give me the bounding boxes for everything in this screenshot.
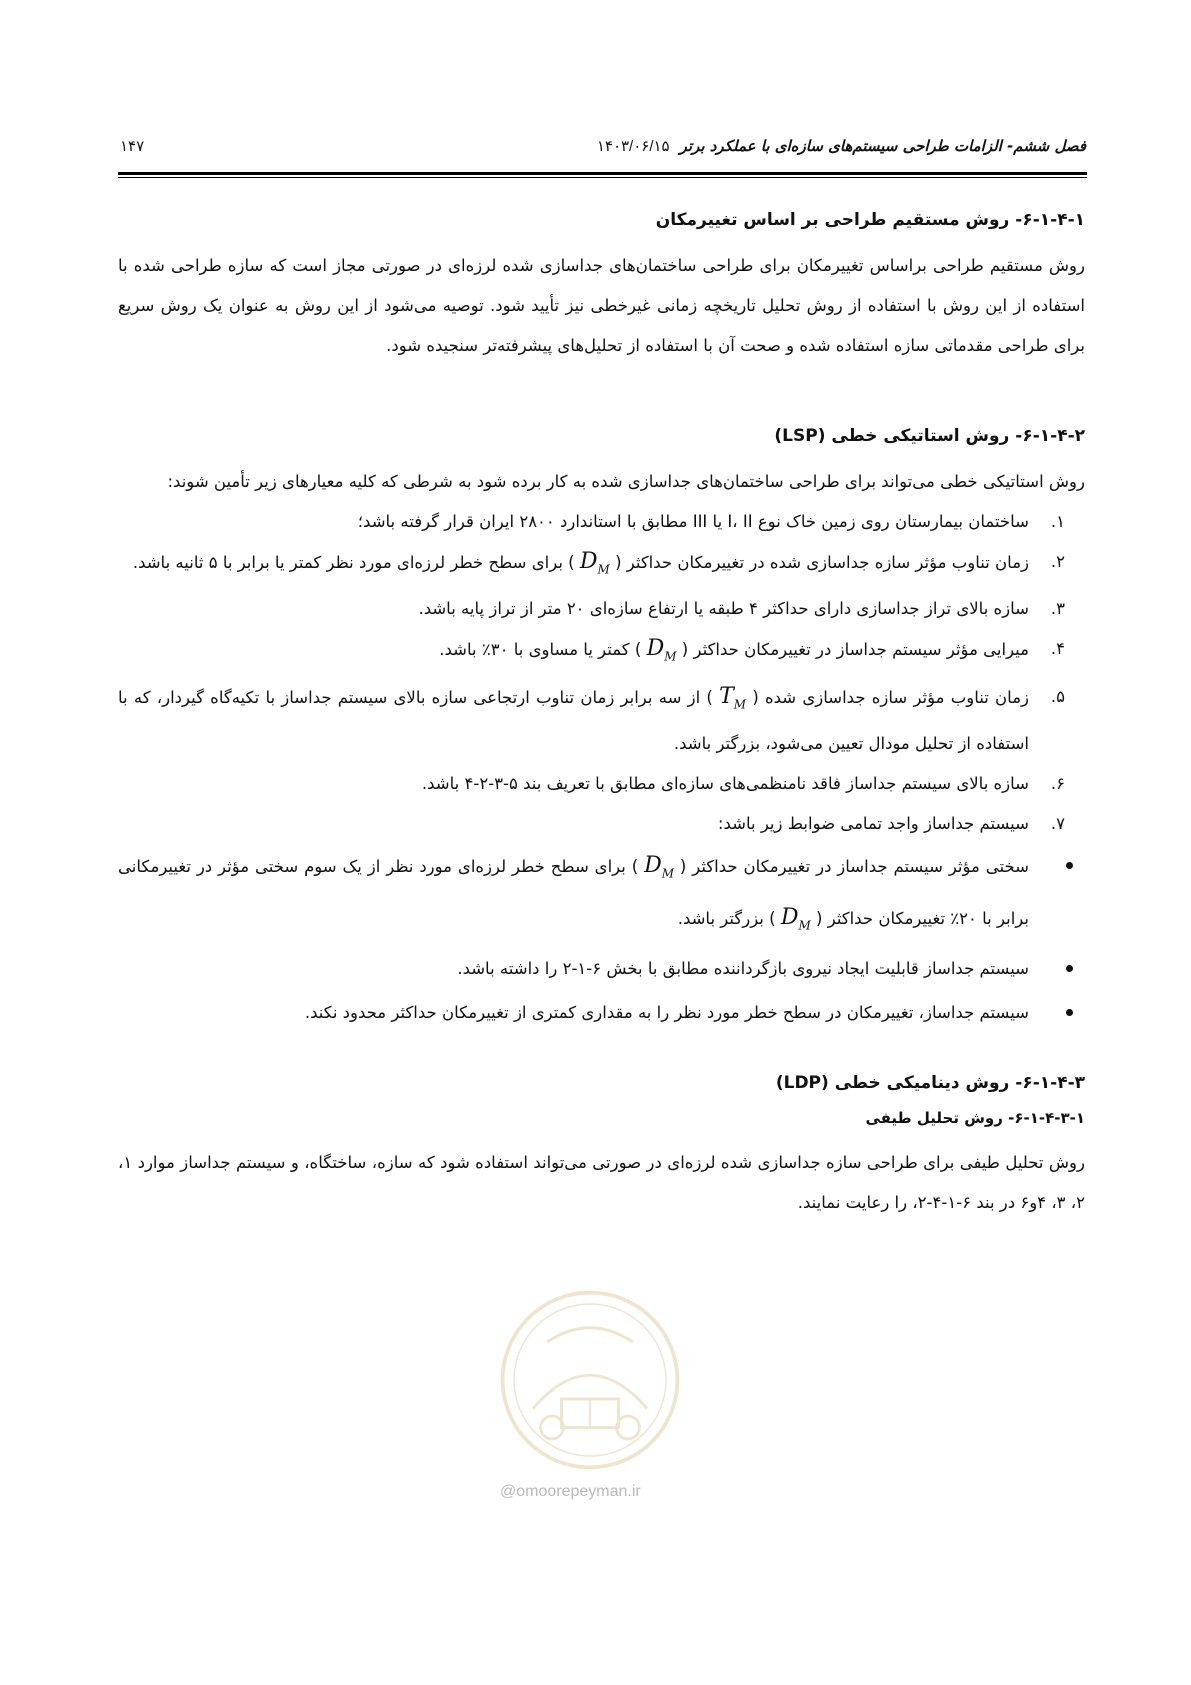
list-item-number: ۲. [1050, 552, 1065, 571]
list-item-text: ) از سه برابر زمان تناوب ارتجاعی سازه بالای سیستم جداساز با تکیه‌گاه گیردار، که با استفاده از تحلیل مودال تعیین می‌شود، بزرگتر باشد. [118, 687, 1029, 754]
header-date: ۱۴۰۳/۰۶/۱۵ [596, 138, 670, 155]
bullet-text: ) بزرگتر باشد. [677, 908, 776, 928]
bullet-text: ) برای سطح خطر لرزه‌ای مورد نظر از یک سوم سختی مؤثر در تغییرمکانی برابر با ۲۰٪ تغییرمکان حداکثر ( [118, 857, 1029, 928]
list-item-text: ساختمان بیمارستان روی زمین خاک نوع I، II یا III مطابق با استاندارد ۲۸۰۰ ایران قرار گرفته باشد؛ [357, 512, 1029, 531]
list-item-text: میرایی مؤثر سیستم جداساز در تغییرمکان حداکثر ( [681, 640, 1029, 660]
bullet-icon [1066, 1009, 1073, 1016]
running-header [120, 128, 1086, 164]
list-item [118, 502, 1085, 542]
watermark-url: @omoorepeyman.ir [500, 1483, 641, 1500]
bullet-text: سختی مؤثر سیستم جداساز در تغییرمکان حداکثر ( [679, 857, 1029, 877]
header-title-group [597, 137, 1086, 155]
bullet-text: سیستم جداساز قابلیت ایجاد نیروی بازگرداننده مطابق با بخش ۶-۱-۲ را داشته باشد. [457, 958, 1029, 978]
list-item [118, 804, 1085, 844]
list-item-number: ۳. [1050, 599, 1065, 619]
page-number: ۱۴۷ [120, 138, 145, 155]
section-heading-direct-displacement: ۶-۱-۴-۱- روش مستقیم طراحی بر اساس تغییرمکان [655, 210, 1085, 230]
criteria-list [118, 502, 1085, 844]
chapter-title: فصل ششم- الزامات طراحی سیستم‌های سازه‌ای با عملکرد برتر [679, 137, 1086, 155]
list-item [118, 764, 1085, 804]
bullet-item [118, 991, 1085, 1035]
list-item-number: ۴. [1050, 639, 1065, 659]
list-item [118, 589, 1085, 629]
list-item-number: ۵. [1050, 686, 1065, 706]
page-content [118, 210, 1085, 1223]
list-item-number: ۶. [1050, 774, 1065, 794]
list-item-text: سازه بالای سیستم جداساز فاقد نامنظمی‌های سازه‌ای مطابق با تعریف بند ۵-۳-۲-۴ باشد. [421, 774, 1029, 794]
watermark-logo-icon [495, 1285, 685, 1475]
list-item-number: ۱. [1050, 512, 1065, 531]
list-item-text: ) کمتر یا مساوی با ۳۰٪ باشد. [439, 640, 642, 660]
list-item-text: زمان تناوب مؤثر سازه جداسازی شده ( [752, 687, 1030, 707]
bullet-item [118, 947, 1085, 991]
header-divider-thin [118, 177, 1087, 178]
math-symbol: $D_M$ [646, 636, 677, 664]
math-symbol: $T_M$ [719, 683, 747, 712]
bullet-text: سیستم جداساز، تغییرمکان در سطح خطر مورد نظر را به مقداری کمتری از تغییرمکان حداکثر محدود نکند. [304, 1002, 1029, 1022]
list-item-text: سازه بالای تراز جداسازی دارای حداکثر ۴ طبقه یا ارتفاع سازه‌ای ۲۰ متر از تراز پایه باشد. [418, 599, 1029, 619]
isolation-system-bullets [118, 844, 1085, 1035]
bullet-icon [1066, 965, 1073, 972]
list-item [118, 542, 1085, 589]
list-item [118, 677, 1085, 764]
list-item-number: ۷. [1050, 814, 1065, 834]
section-heading-linear-static: ۶-۱-۴-۲- روش استاتیکی خطی (LSP) [774, 426, 1085, 446]
list-item [118, 629, 1085, 676]
section-intro-linear-static: روش استاتیکی خطی می‌تواند برای طراحی ساختمان‌های جداسازی شده به کار برده شود به شرطی که کلیه معیارهای زیر تأمین شوند: [167, 472, 1085, 491]
section-body-spectral: روش تحلیل طیفی برای طراحی سازه جداسازی شده لرزه‌ای در صورتی می‌تواند استفاده شود که سازه، ساختگاه، و سیستم جداساز موارد ۱، ۲، ۳، ۴و۶ در بند ۶-۱-۴-۲، را رعایت نمایند. [118, 1152, 1085, 1212]
section-body-direct-displacement: روش مستقیم طراحی براساس تغییرمکان برای طراحی ساختمان‌های جداسازی شده لرزه‌ای در صورتی مجاز است که سازه طراحی شده با استفاده از این روش با استفاده از روش تحلیل تاریخچه زمانی غیرخطی نیز تأیید شود. توصیه می‌شود از این روش به عنوان یک روش سریع برای طراحی مقدماتی سازه استفاده شده و صحت آن با استفاده از تحلیل‌های پیشرفته‌تر سنجیده شود. [118, 256, 1085, 355]
math-symbol: $D_M$ [579, 549, 610, 577]
bullet-item [118, 844, 1085, 947]
list-item-text: زمان تناوب مؤثر سازه جداسازی شده در تغییرمکان حداکثر ( [615, 553, 1029, 572]
header-divider [118, 172, 1087, 175]
math-symbol: $D_M$ [780, 904, 811, 932]
section-heading-linear-dynamic: ۶-۱-۴-۳- روش دینامیکی خطی (LDP) [775, 1072, 1085, 1093]
list-item-text: سیستم جداساز واجد تمامی ضوابط زیر باشد: [717, 814, 1029, 834]
bullet-icon [1066, 862, 1073, 869]
math-symbol: $D_M$ [644, 853, 675, 881]
list-item-text: ) برای سطح خطر لرزه‌ای مورد نظر کمتر یا برابر با ۵ ثانیه باشد. [132, 553, 575, 572]
subsection-heading-spectral: ۶-۱-۴-۳-۱- روش تحلیل طیفی [865, 1108, 1085, 1127]
